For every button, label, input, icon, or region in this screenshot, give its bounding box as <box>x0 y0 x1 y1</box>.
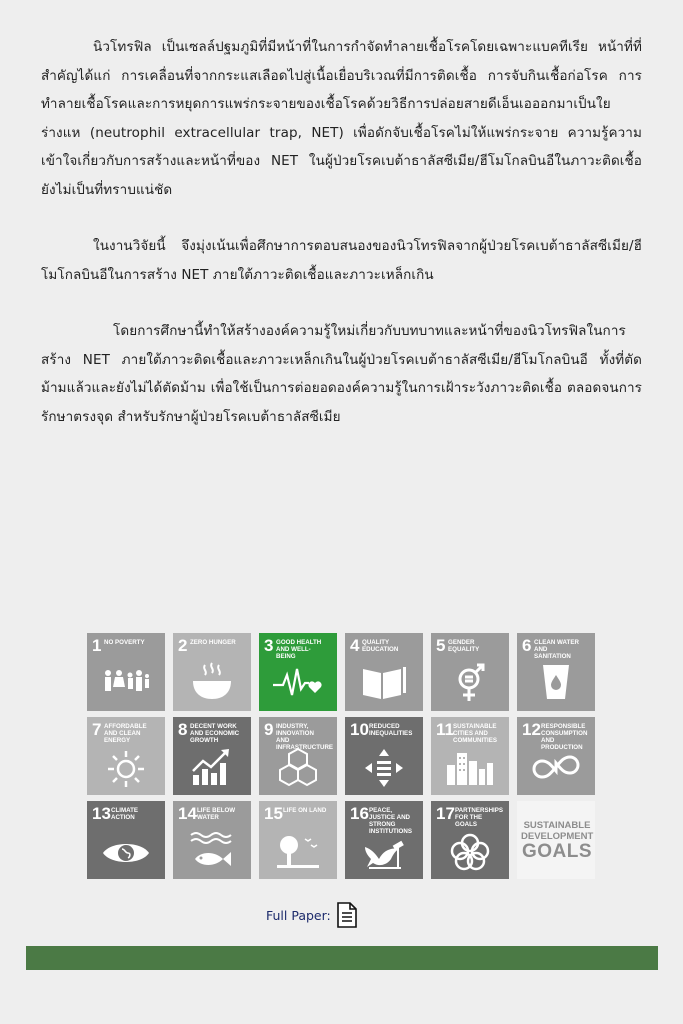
sdg-number: 5 <box>436 636 446 655</box>
sdg-number: 17 <box>436 804 455 823</box>
sdg-label: PARTNERSHIPS FOR THE GOALS <box>455 807 504 828</box>
sdg-number: 9 <box>264 720 274 739</box>
full-paper-label: Full Paper: <box>266 907 331 923</box>
sdg-label: REDUCED INEQUALITIES <box>369 723 413 737</box>
paragraph-3: โดยการศึกษานี้ทำให้สร้างองค์ความรู้ใหม่เกี่ยวกับบทบาทและหน้าที่ของนิวโทรฟิลในการสร้าง NET ภายใต้ภาวะติดเชื้อและภาวะเหล็กเกินในผู้ป่วยโรคเบต้าธาลัสซีเมีย/ฮีโมโกลบินอี ทั้งที่ตัดม้ามแล้วและยังไม่ได้ตัดม้าม เพื่อใช้เป็นการต่อยอดองค์ความรู้ในการเฝ้าระวังภาวะติดเชื้อ ตลอดจนการรักษาตรงจุด สำหรับรักษาผู้ป่วยโรคเบต้าธาลัสซีเมีย <box>41 323 642 425</box>
dove-icon <box>359 829 409 873</box>
sdg-label: RESPONSIBLE CONSUMPTION AND PRODUCTION <box>541 723 588 751</box>
sdg-tile-8 <box>173 717 251 795</box>
sdg-tile-11 <box>431 717 509 795</box>
sdg-tile-3 <box>259 633 337 711</box>
sdg-tile-7 <box>87 717 165 795</box>
eye-globe-icon <box>101 829 151 873</box>
sdg-label: GOOD HEALTH AND WELL-BEING <box>276 639 322 660</box>
sdg-number: 2 <box>178 636 188 655</box>
sdg-logo-tile <box>517 801 595 879</box>
heartbeat-icon <box>273 661 323 705</box>
paragraph-2: ในงานวิจัยนี้ จึงมุ่งเน้นเพื่อศึกษาการตอบสนองของนิวโทรฟิลจากผู้ป่วยโรคเบต้าธาลัสซีเมีย/ฮีโมโกลบินอีในการสร้าง NET ภายใต้ภาวะติดเชื้อและภาวะเหล็กเกิน <box>41 238 642 283</box>
sdg-number: 11 <box>436 720 454 739</box>
sdg-number: 6 <box>522 636 532 655</box>
sdg-label: LIFE BELOW WATER <box>197 807 236 821</box>
sdg-tile-12 <box>517 717 595 795</box>
sdg-tile-1 <box>87 633 165 711</box>
sdg-tile-9 <box>259 717 337 795</box>
infinity-icon <box>531 745 581 789</box>
sdg-number: 13 <box>92 804 111 823</box>
sdg-number: 8 <box>178 720 188 739</box>
sdg-tile-4 <box>345 633 423 711</box>
sdg-tile-10 <box>345 717 423 795</box>
sdg-label: ZERO HUNGER <box>190 639 236 646</box>
sdg-number: 14 <box>178 804 197 823</box>
water-icon <box>531 661 581 705</box>
paragraph-1: นิวโทรฟิล เป็นเซลล์ปฐมภูมิที่มีหน้าที่ในการกำจัดทำลายเชื้อโรคโดยเฉพาะแบคทีเรีย หน้าที่ที่สำคัญได้แก่ การเคลื่อนที่จากกระแสเลือดไปสู่เนื้อเยื่อบริเวณที่มีการติดเชื้อ การจับกินเชื้อก่อโรค การทำลายเชื้อโรคและการหยุดการแพร่กระจายของเชื้อโรคด้วยวิธีการปล่อยสายดีเอ็นเอออกมาเป็นใยร่างแห (neutrophil extracellular trap, NET) เพื่อดักจับเชื้อโรคไม่ให้แพร่กระจาย ความรู้ความเข้าใจเกี่ยวกับการสร้างและหน้าที่ของ NET ในผู้ป่วยโรคเบต้าธาลัสซีเมีย/ฮีโมโกลบินอีในภาวะติดเชื้อ ยังไม่เป็นที่ทราบแน่ชัด <box>41 39 642 198</box>
cubes-icon <box>273 745 323 789</box>
footer-bar <box>26 946 658 970</box>
sdg-logo-line3: GOALS <box>521 841 593 862</box>
sdg-logo-line2: DEVELOPMENT <box>521 830 594 842</box>
sdg-number: 15 <box>264 804 283 823</box>
sdg-label: LIFE ON LAND <box>283 807 327 814</box>
rings-icon <box>445 829 495 873</box>
sdg-number: 16 <box>350 804 369 823</box>
sdg-number: 3 <box>264 636 274 655</box>
sdg-tile-14 <box>173 801 251 879</box>
sdg-label: GENDER EQUALITY <box>448 639 480 653</box>
sdg-tile-16 <box>345 801 423 879</box>
book-icon <box>359 661 409 705</box>
sun-icon <box>101 745 151 789</box>
family-icon <box>101 661 151 705</box>
sdg-tile-2 <box>173 633 251 711</box>
sdg-label: INDUSTRY, INNOVATION AND INFRASTRUCTURE <box>276 723 334 751</box>
sdg-number: 10 <box>350 720 369 739</box>
sdg-label: SUSTAINABLE CITIES AND COMMUNITIES <box>453 723 497 744</box>
sdg-number: 12 <box>522 720 541 739</box>
fish-icon <box>187 829 237 873</box>
sdg-tile-17 <box>431 801 509 879</box>
city-icon <box>445 745 495 789</box>
sdg-tile-5 <box>431 633 509 711</box>
full-paper-link[interactable] <box>266 902 358 928</box>
sdg-label: AFFORDABLE AND CLEAN ENERGY <box>104 723 147 744</box>
article-body <box>41 33 642 459</box>
sdg-tile-6 <box>517 633 595 711</box>
gender-icon <box>445 661 495 705</box>
sdg-logo-line1: SUSTAINABLE <box>523 820 591 831</box>
equality-icon <box>359 745 409 789</box>
growth-chart-icon <box>187 745 237 789</box>
bowl-icon <box>187 661 237 705</box>
sdg-label: CLIMATE ACTION <box>111 807 139 821</box>
sdg-label: CLEAN WATER AND SANITATION <box>534 639 579 660</box>
sdg-logo <box>521 821 593 862</box>
sdg-tile-15 <box>259 801 337 879</box>
document-icon[interactable] <box>336 902 358 928</box>
sdg-tile-13 <box>87 801 165 879</box>
sdg-grid <box>87 633 595 879</box>
tree-icon <box>273 829 323 873</box>
sdg-label: QUALITY EDUCATION <box>362 639 399 653</box>
sdg-label: NO POVERTY <box>104 639 145 646</box>
sdg-label: DECENT WORK AND ECONOMIC GROWTH <box>190 723 240 744</box>
sdg-number: 4 <box>350 636 360 655</box>
sdg-number: 1 <box>92 636 102 655</box>
sdg-number: 7 <box>92 720 102 739</box>
sdg-label: PEACE, JUSTICE AND STRONG INSTITUTIONS <box>369 807 412 835</box>
